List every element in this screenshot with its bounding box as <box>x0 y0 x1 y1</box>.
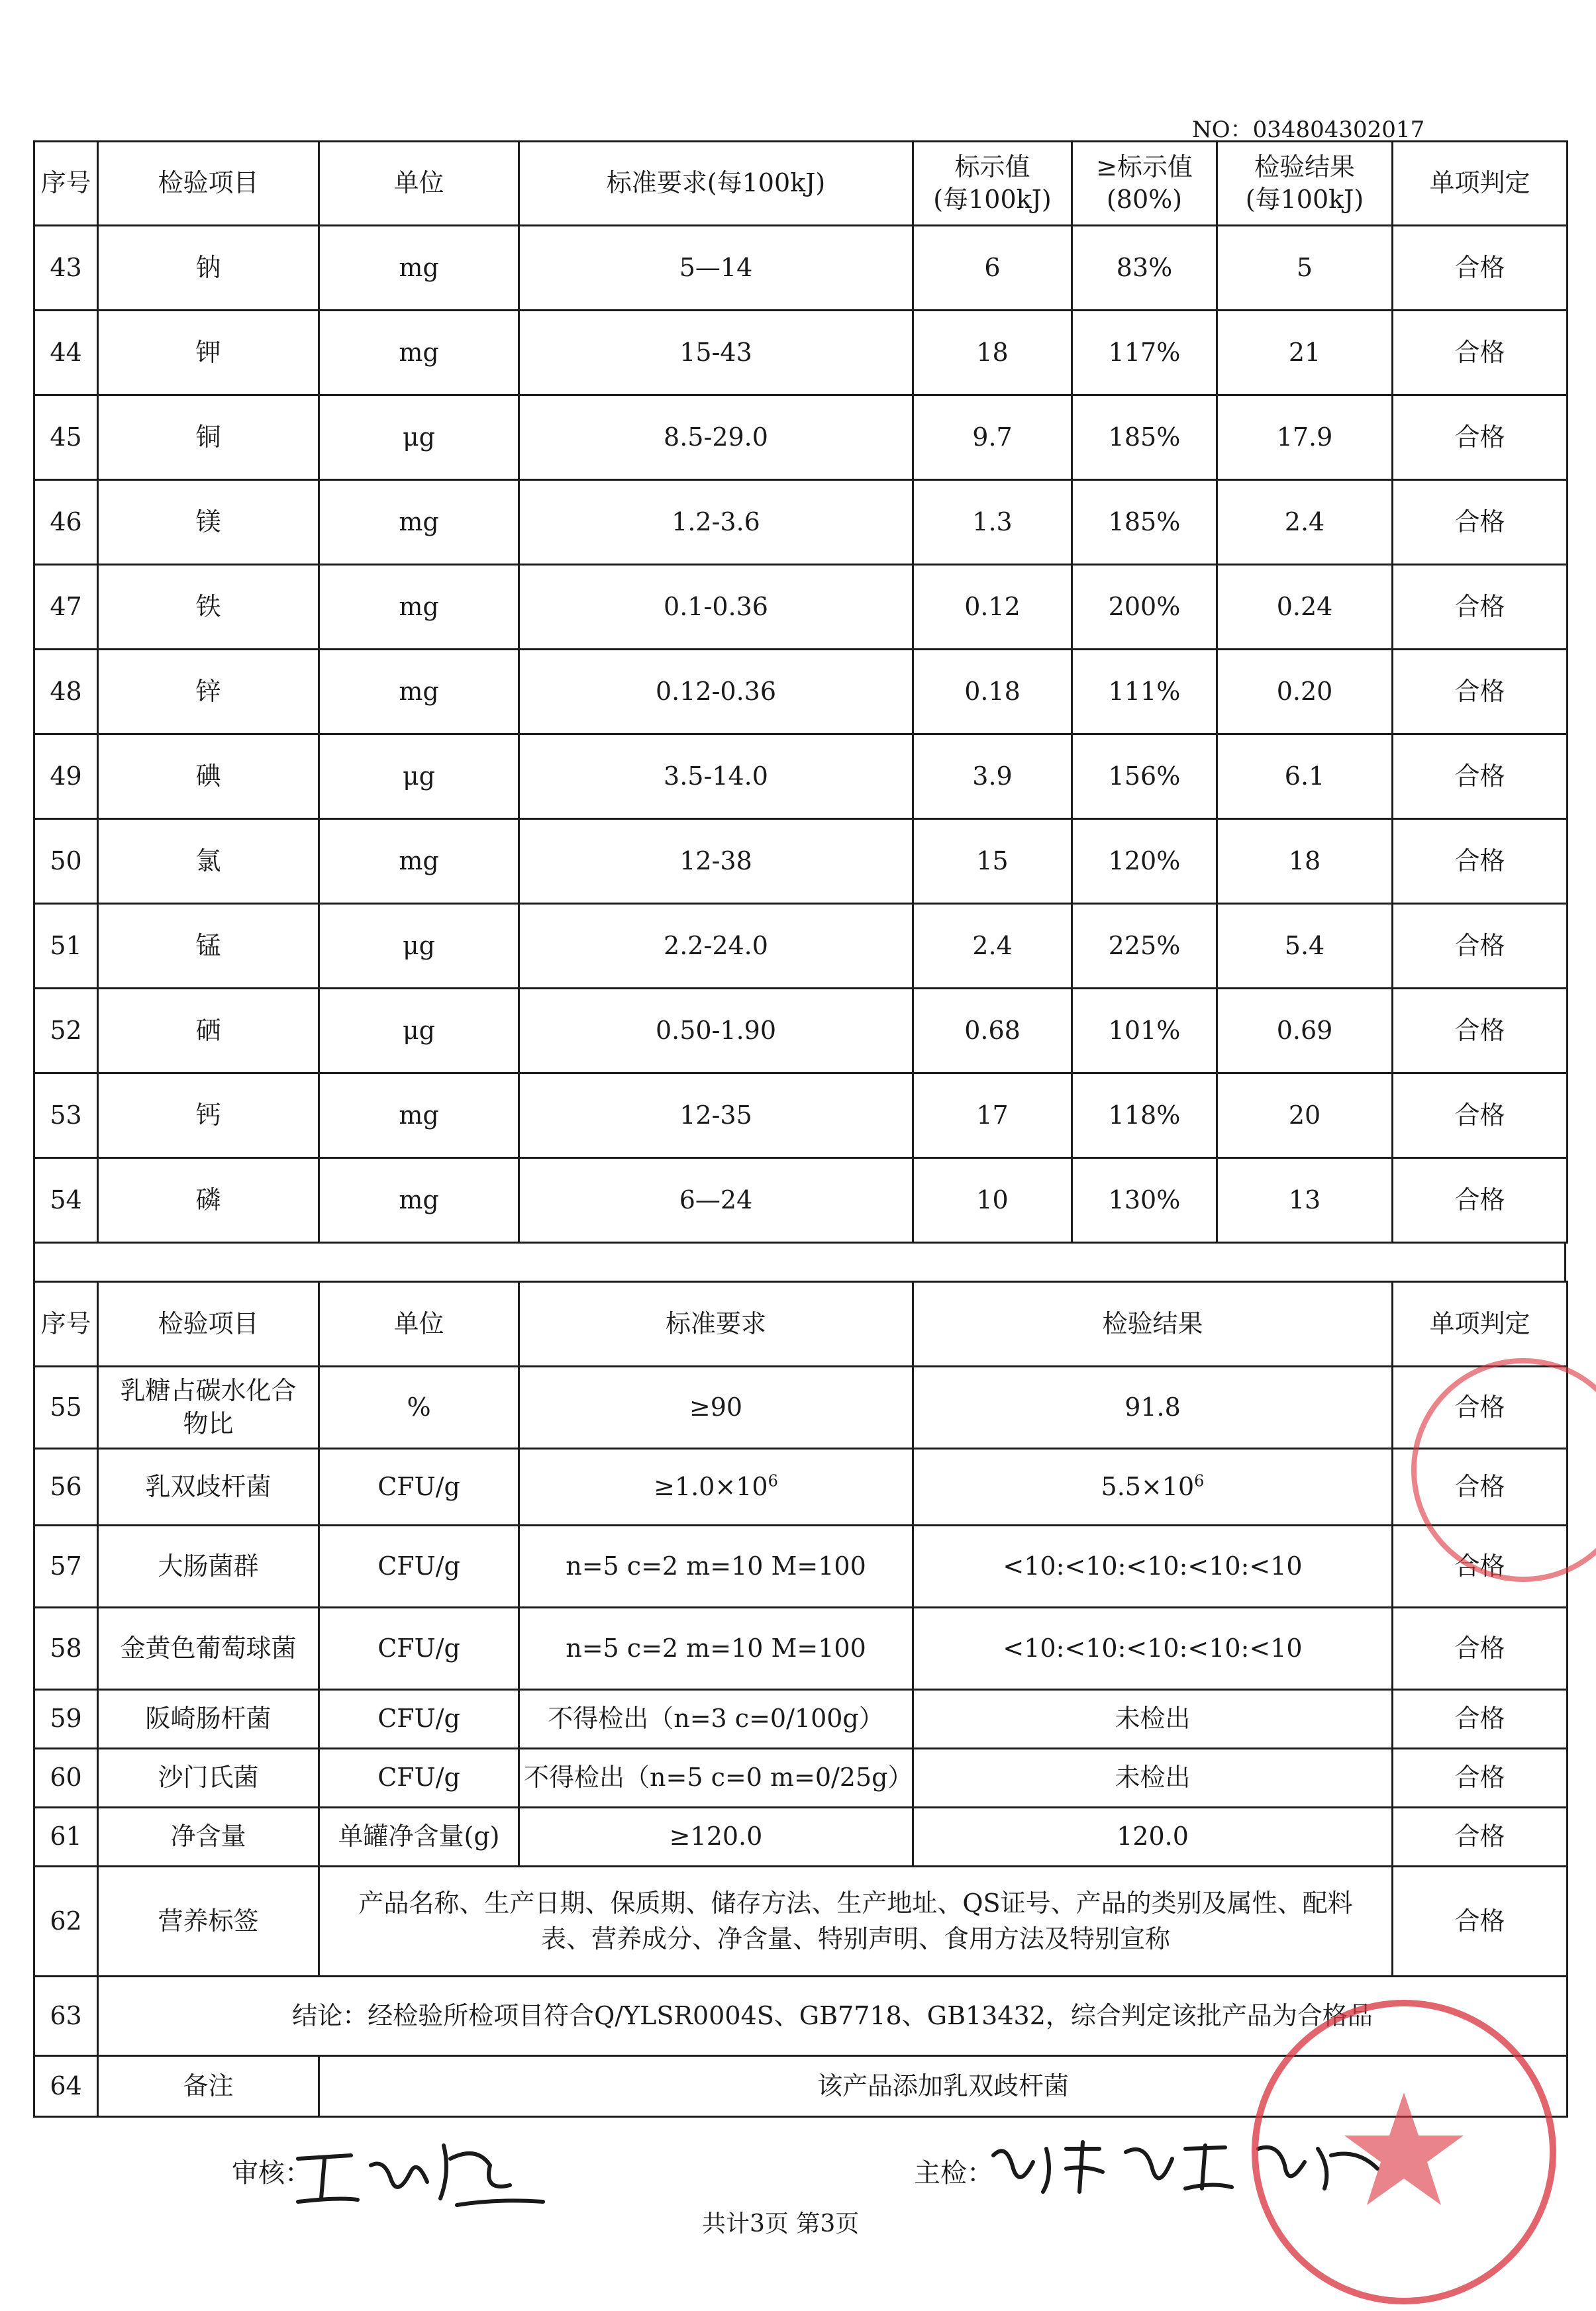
ge-label-cell: 120% <box>1072 819 1217 904</box>
table-row <box>34 1749 1568 1808</box>
table-row <box>34 1158 1568 1243</box>
label-value-cell: 17 <box>913 1073 1072 1158</box>
remark-text: 该产品添加乳双歧杆菌 <box>319 2056 1568 2117</box>
ge-label-cell: 200% <box>1072 565 1217 650</box>
table-row <box>34 1449 1568 1526</box>
judgement-cell: 合格 <box>1393 311 1568 395</box>
item-cell: 镁 <box>98 480 319 565</box>
item-cell: 阪崎肠杆菌 <box>98 1690 319 1749</box>
result-cell: 0.69 <box>1217 989 1393 1073</box>
standard-cell: ≥120.0 <box>519 1808 913 1867</box>
table-row <box>34 1367 1568 1449</box>
label-value-cell: 18 <box>913 311 1072 395</box>
judgement-cell: 合格 <box>1393 565 1568 650</box>
seq-cell: 44 <box>34 311 98 395</box>
header-judgement: 单项判定 <box>1393 142 1568 226</box>
unit-cell: mg <box>319 226 519 311</box>
seq-cell: 47 <box>34 565 98 650</box>
seq-cell: 53 <box>34 1073 98 1158</box>
label-value-cell: 2.4 <box>913 904 1072 989</box>
ge-label-cell: 130% <box>1072 1158 1217 1243</box>
seq-cell: 54 <box>34 1158 98 1243</box>
seq-cell: 43 <box>34 226 98 311</box>
unit-cell: CFU/g <box>319 1526 519 1608</box>
table-row <box>34 565 1568 650</box>
seq-cell: 63 <box>34 1977 98 2056</box>
result-cell: 17.9 <box>1217 395 1393 480</box>
item-cell: 铁 <box>98 565 319 650</box>
item-cell: 铜 <box>98 395 319 480</box>
label-content-line1: 产品名称、生产日期、保质期、储存方法、生产地址、QS证号、产品的类别及属性、配料 <box>358 1889 1353 1918</box>
seq-cell: 45 <box>34 395 98 480</box>
item-cell <box>98 1367 319 1449</box>
judgement-cell: 合格 <box>1393 989 1568 1073</box>
header-ge-label-line1: ≥标示值 <box>1096 152 1193 181</box>
item-cell: 钙 <box>98 1073 319 1158</box>
judgement-cell: 合格 <box>1393 226 1568 311</box>
judgement-cell: 合格 <box>1393 819 1568 904</box>
header-result <box>1217 142 1393 226</box>
table-row <box>34 311 1568 395</box>
unit-cell: mg <box>319 819 519 904</box>
label-value-cell: 0.68 <box>913 989 1072 1073</box>
standard-cell: 6—24 <box>519 1158 913 1243</box>
header-label-value <box>913 142 1072 226</box>
item-cell: 磷 <box>98 1158 319 1243</box>
item-line2: 物比 <box>183 1408 234 1438</box>
judgement-cell: 合格 <box>1393 734 1568 819</box>
table-row <box>34 1867 1568 1977</box>
ge-label-cell: 111% <box>1072 650 1217 734</box>
standard-cell: 12-35 <box>519 1073 913 1158</box>
unit-cell: CFU/g <box>319 1690 519 1749</box>
standard-cell: 3.5-14.0 <box>519 734 913 819</box>
header-seq: 序号 <box>34 142 98 226</box>
seq-cell: 57 <box>34 1526 98 1608</box>
ge-label-cell: 101% <box>1072 989 1217 1073</box>
standard-cell: 0.12-0.36 <box>519 650 913 734</box>
unit-cell: μg <box>319 989 519 1073</box>
standard-cell <box>519 1449 913 1526</box>
unit-cell: mg <box>319 650 519 734</box>
judgement-cell: 合格 <box>1393 1608 1568 1690</box>
item-cell: 乳双歧杆菌 <box>98 1449 319 1526</box>
header-result: 检验结果 <box>913 1282 1393 1367</box>
header-seq: 序号 <box>34 1282 98 1367</box>
company-seal-stamp <box>1245 1993 1563 2311</box>
table-row <box>34 650 1568 734</box>
seq-cell: 49 <box>34 734 98 819</box>
seq-cell: 58 <box>34 1608 98 1690</box>
result-base: 5.5×10 <box>1101 1471 1195 1501</box>
result-cell: 未检出 <box>913 1749 1393 1808</box>
standard-base: ≥1.0×10 <box>654 1471 768 1501</box>
judgement-cell: 合格 <box>1393 1867 1568 1977</box>
unit-cell: 单罐净含量(g) <box>319 1808 519 1867</box>
unit-cell: CFU/g <box>319 1608 519 1690</box>
nutrient-table <box>33 140 1568 1244</box>
table2-header-row <box>34 1282 1568 1367</box>
item-cell: 锰 <box>98 904 319 989</box>
unit-cell: % <box>319 1367 519 1449</box>
table-row <box>34 1690 1568 1749</box>
seq-cell: 59 <box>34 1690 98 1749</box>
judgement-cell: 合格 <box>1393 1449 1568 1526</box>
seq-cell: 46 <box>34 480 98 565</box>
judgement-cell: 合格 <box>1393 1526 1568 1608</box>
label-value-cell: 10 <box>913 1158 1072 1243</box>
item-cell: 净含量 <box>98 1808 319 1867</box>
unit-cell: mg <box>319 480 519 565</box>
standard-cell: 0.1-0.36 <box>519 565 913 650</box>
judgement-cell: 合格 <box>1393 1073 1568 1158</box>
table-row <box>34 395 1568 480</box>
ge-label-cell: 118% <box>1072 1073 1217 1158</box>
header-ge-label-line2: (80%) <box>1106 185 1183 214</box>
unit-cell: μg <box>319 904 519 989</box>
header-item: 检验项目 <box>98 1282 319 1367</box>
label-value-cell: 6 <box>913 226 1072 311</box>
judgement-cell: 合格 <box>1393 1749 1568 1808</box>
ge-label-cell: 156% <box>1072 734 1217 819</box>
result-exponent: 6 <box>1194 1471 1205 1491</box>
document-number: NO：034804302017 <box>1192 117 1425 143</box>
standard-cell: 1.2-3.6 <box>519 480 913 565</box>
label-value-cell: 0.12 <box>913 565 1072 650</box>
judgement-cell: 合格 <box>1393 1367 1568 1449</box>
item-cell: 碘 <box>98 734 319 819</box>
judgement-cell: 合格 <box>1393 1808 1568 1867</box>
result-cell: 21 <box>1217 311 1393 395</box>
result-cell: 0.24 <box>1217 565 1393 650</box>
standard-cell: 不得检出（n=3 c=0/100g） <box>519 1690 913 1749</box>
label-value-cell: 9.7 <box>913 395 1072 480</box>
header-result-line2: (每100kJ) <box>1245 185 1364 214</box>
result-cell: 91.8 <box>913 1367 1393 1449</box>
item-line1: 乳糖占碳水化合 <box>120 1376 297 1406</box>
item-cell: 氯 <box>98 819 319 904</box>
result-cell: 2.4 <box>1217 480 1393 565</box>
table-separator <box>33 1244 1566 1281</box>
header-result-line1: 检验结果 <box>1254 152 1355 181</box>
ge-label-cell: 185% <box>1072 480 1217 565</box>
table-row <box>34 226 1568 311</box>
unit-cell: mg <box>319 1158 519 1243</box>
unit-cell: mg <box>319 565 519 650</box>
standard-cell: 8.5-29.0 <box>519 395 913 480</box>
result-cell: 120.0 <box>913 1808 1393 1867</box>
seq-cell: 55 <box>34 1367 98 1449</box>
unit-cell: CFU/g <box>319 1749 519 1808</box>
standard-cell: 5—14 <box>519 226 913 311</box>
result-cell: 18 <box>1217 819 1393 904</box>
result-cell: 6.1 <box>1217 734 1393 819</box>
header-unit: 单位 <box>319 142 519 226</box>
inspector-label: 主检： <box>914 2158 993 2188</box>
standard-cell: 15-43 <box>519 311 913 395</box>
ge-label-cell: 117% <box>1072 311 1217 395</box>
unit-cell: CFU/g <box>319 1449 519 1526</box>
label-value-cell: 1.3 <box>913 480 1072 565</box>
label-value-cell: 15 <box>913 819 1072 904</box>
seq-cell: 64 <box>34 2056 98 2117</box>
standard-cell: 12-38 <box>519 819 913 904</box>
result-cell: <10:<10:<10:<10:<10 <box>913 1526 1393 1608</box>
label-value-cell: 0.18 <box>913 650 1072 734</box>
label-content-line2: 表、营养成分、净含量、特别声明、食用方法及特别宣称 <box>540 1924 1170 1953</box>
seq-cell: 60 <box>34 1749 98 1808</box>
table-row <box>34 1608 1568 1690</box>
label-content-cell <box>319 1867 1393 1977</box>
table1-header-row <box>34 142 1568 226</box>
header-standard: 标准要求(每100kJ) <box>519 142 913 226</box>
judgement-cell: 合格 <box>1393 1690 1568 1749</box>
header-item: 检验项目 <box>98 142 319 226</box>
unit-cell: mg <box>319 1073 519 1158</box>
remark-label: 备注 <box>98 2056 319 2117</box>
ge-label-cell: 83% <box>1072 226 1217 311</box>
standard-cell: 2.2-24.0 <box>519 904 913 989</box>
result-cell: 5 <box>1217 226 1393 311</box>
result-cell: 0.20 <box>1217 650 1393 734</box>
item-cell: 硒 <box>98 989 319 1073</box>
table-row <box>34 819 1568 904</box>
page-info: 共计3页 第3页 <box>702 2210 860 2237</box>
standard-exponent: 6 <box>768 1471 778 1491</box>
item-cell: 金黄色葡萄球菌 <box>98 1608 319 1690</box>
judgement-cell: 合格 <box>1393 480 1568 565</box>
ge-label-cell: 225% <box>1072 904 1217 989</box>
table-row <box>34 1073 1568 1158</box>
table-row <box>34 734 1568 819</box>
seq-cell: 62 <box>34 1867 98 1977</box>
standard-cell: ≥90 <box>519 1367 913 1449</box>
item-cell: 锌 <box>98 650 319 734</box>
result-cell: 未检出 <box>913 1690 1393 1749</box>
standard-cell: n=5 c=2 m=10 M=100 <box>519 1526 913 1608</box>
header-unit: 单位 <box>319 1282 519 1367</box>
item-cell: 大肠菌群 <box>98 1526 319 1608</box>
unit-cell: mg <box>319 311 519 395</box>
judgement-cell: 合格 <box>1393 1158 1568 1243</box>
judgement-cell: 合格 <box>1393 904 1568 989</box>
result-cell: 5.4 <box>1217 904 1393 989</box>
microbial-table <box>33 1281 1568 2118</box>
seq-cell: 56 <box>34 1449 98 1526</box>
result-cell: 20 <box>1217 1073 1393 1158</box>
item-cell: 钾 <box>98 311 319 395</box>
unit-cell: μg <box>319 734 519 819</box>
partial-seal-stamp <box>1404 1351 1596 1589</box>
reviewer-signature <box>285 2119 563 2225</box>
conclusion-text: 结论：经检验所检项目符合Q/YLSR0004S、GB7718、GB13432，综合判定该批产品为合格品 <box>98 1977 1568 2056</box>
seq-cell: 61 <box>34 1808 98 1867</box>
standard-cell: 0.50-1.90 <box>519 989 913 1073</box>
seq-cell: 52 <box>34 989 98 1073</box>
item-cell: 钠 <box>98 226 319 311</box>
item-cell: 沙门氏菌 <box>98 1749 319 1808</box>
table-row <box>34 1808 1568 1867</box>
result-cell <box>913 1449 1393 1526</box>
table-row <box>34 480 1568 565</box>
header-label-value-line2: (每100kJ) <box>933 185 1052 214</box>
header-judgement: 单项判定 <box>1393 1282 1568 1367</box>
header-label-value-line1: 标示值 <box>954 152 1030 181</box>
standard-cell: n=5 c=2 m=10 M=100 <box>519 1608 913 1690</box>
header-standard: 标准要求 <box>519 1282 913 1367</box>
judgement-cell: 合格 <box>1393 650 1568 734</box>
table-row <box>34 989 1568 1073</box>
seq-cell: 48 <box>34 650 98 734</box>
header-ge-label <box>1072 142 1217 226</box>
judgement-cell: 合格 <box>1393 395 1568 480</box>
item-cell: 营养标签 <box>98 1867 319 1977</box>
result-cell: <10:<10:<10:<10:<10 <box>913 1608 1393 1690</box>
standard-cell: 不得检出（n=5 c=0 m=0/25g） <box>519 1749 913 1808</box>
reviewer-label: 审核： <box>232 2158 311 2188</box>
label-value-cell: 3.9 <box>913 734 1072 819</box>
seq-cell: 50 <box>34 819 98 904</box>
unit-cell: μg <box>319 395 519 480</box>
result-cell: 13 <box>1217 1158 1393 1243</box>
table-row <box>34 1526 1568 1608</box>
table-row <box>34 904 1568 989</box>
ge-label-cell: 185% <box>1072 395 1217 480</box>
seq-cell: 51 <box>34 904 98 989</box>
